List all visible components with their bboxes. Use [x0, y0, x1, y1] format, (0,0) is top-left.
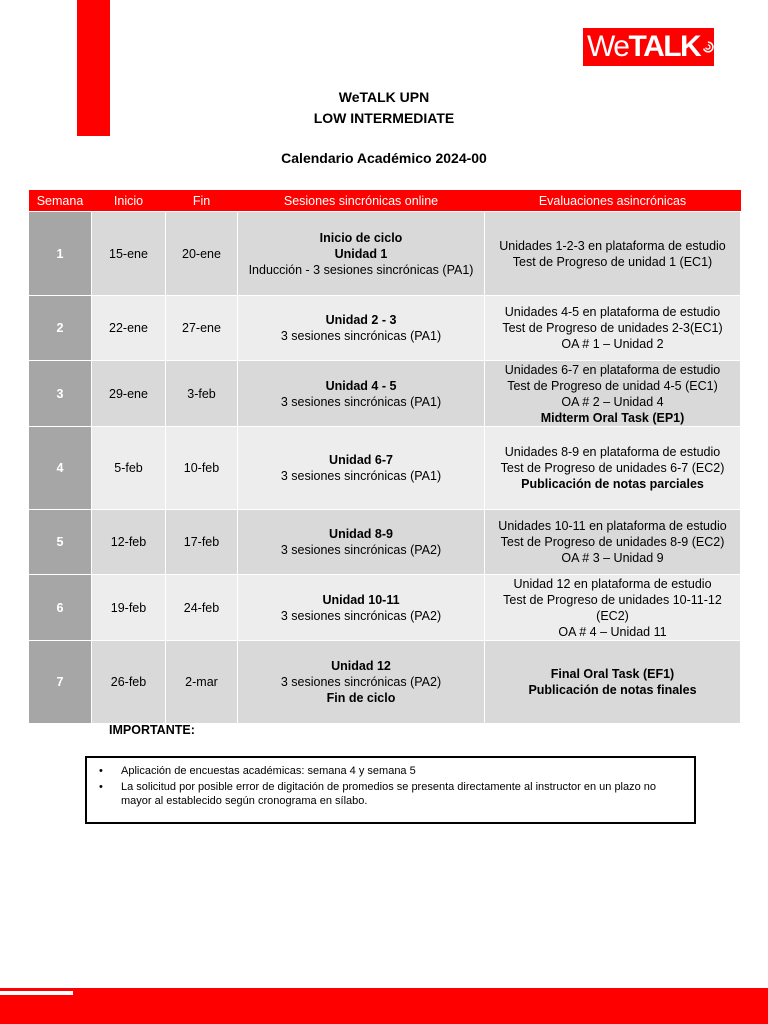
- sessions-cell: [238, 575, 485, 641]
- evaluations-cell: [485, 510, 741, 575]
- table-row: [29, 296, 741, 361]
- sessions-cell: [238, 361, 485, 427]
- start-date-cell: 5-feb: [92, 427, 166, 510]
- evaluation-line: OA # 2 – Unidad 4: [561, 394, 664, 409]
- sessions-cell: [238, 427, 485, 510]
- evaluations-cell: [485, 296, 741, 361]
- sessions-cell: [238, 641, 485, 724]
- week-number-cell: 5: [29, 510, 92, 575]
- evaluation-line: Test de Progreso de unidad 4-5 (EC1): [507, 378, 718, 393]
- week-number-cell: 1: [29, 212, 92, 296]
- session-line: 3 sesiones sincrónicas (PA2): [280, 543, 442, 557]
- end-date-cell: 20-ene: [166, 212, 238, 296]
- session-line: Unidad 6-7: [329, 453, 393, 467]
- important-notes-box: [85, 756, 696, 824]
- doc-title-line1: WeTALK UPN: [338, 89, 430, 105]
- bottom-red-bar: [0, 988, 768, 1024]
- session-line: Unidad 1: [334, 246, 388, 261]
- evaluation-line: Test de Progreso de unidades 6-7 (EC2): [500, 461, 725, 475]
- calendar-title: Calendario Académico 2024-00: [281, 150, 487, 166]
- bottom-white-stripe: [0, 991, 73, 995]
- note-item: • La solicitud por posible error de digitación de promedios se presenta directamente al instructor en un plazo no mayor al establecido según cronograma en sílabo.: [99, 780, 684, 808]
- week-number-cell: 3: [29, 361, 92, 427]
- evaluations-cell: [485, 575, 741, 641]
- evaluation-line: Unidades 4-5 en plataforma de estudio: [504, 305, 721, 319]
- session-line: 3 sesiones sincrónicas (PA2): [280, 675, 442, 689]
- header-inicio: Inicio: [92, 190, 166, 212]
- table-row: [29, 510, 741, 575]
- week-number-cell: 4: [29, 427, 92, 510]
- evaluation-line: Unidades 10-11 en plataforma de estudio: [498, 519, 727, 533]
- session-line: 3 sesiones sincrónicas (PA1): [280, 394, 442, 409]
- start-date-cell: 22-ene: [92, 296, 166, 361]
- header-sesiones: Sesiones sincrónicas online: [238, 190, 485, 212]
- evaluation-line: Test de Progreso de unidades 2-3(EC1): [502, 321, 723, 335]
- sessions-cell: [238, 510, 485, 575]
- evaluation-line: Midterm Oral Task (EP1): [540, 410, 685, 425]
- end-date-cell: 3-feb: [166, 361, 238, 427]
- end-date-cell: 27-ene: [166, 296, 238, 361]
- evaluation-line: Publicación de notas parciales: [521, 477, 704, 491]
- start-date-cell: 29-ene: [92, 361, 166, 427]
- evaluation-line: OA # 3 – Unidad 9: [561, 551, 664, 565]
- end-date-cell: 10-feb: [166, 427, 238, 510]
- evaluation-line: OA # 4 – Unidad 11: [558, 624, 667, 639]
- end-date-cell: 24-feb: [166, 575, 238, 641]
- evaluations-cell: [485, 427, 741, 510]
- evaluation-line: Unidad 12 en plataforma de estudio: [513, 576, 712, 591]
- session-line: Unidad 2 - 3: [325, 313, 397, 327]
- table-header-row: [29, 190, 741, 212]
- sessions-cell: [238, 296, 485, 361]
- session-line: Unidad 4 - 5: [325, 378, 397, 393]
- evaluations-cell: [485, 641, 741, 724]
- evaluation-line: Test de Progreso de unidades 10-11-12 (EC2): [503, 592, 722, 623]
- table-row: [29, 361, 741, 427]
- session-line: Inicio de ciclo: [319, 230, 403, 245]
- logo-swirl-icon: [702, 36, 714, 58]
- academic-calendar-table: [28, 190, 741, 724]
- wetalk-logo: [583, 28, 714, 66]
- session-line: Inducción - 3 sesiones sincrónicas (PA1): [248, 262, 474, 277]
- week-number-cell: 2: [29, 296, 92, 361]
- session-line: 3 sesiones sincrónicas (PA1): [280, 469, 442, 483]
- session-line: Unidad 10-11: [322, 592, 400, 607]
- evaluation-line: OA # 1 – Unidad 2: [561, 337, 664, 351]
- evaluation-line: Final Oral Task (EF1): [550, 667, 675, 681]
- start-date-cell: 15-ene: [92, 212, 166, 296]
- logo-text: WeTALK: [587, 30, 701, 63]
- session-line: 3 sesiones sincrónicas (PA1): [280, 329, 442, 343]
- table-row: [29, 212, 741, 296]
- note-item: • Aplicación de encuestas académicas: semana 4 y semana 5: [99, 764, 684, 778]
- doc-title-line2: LOW INTERMEDIATE: [313, 110, 455, 126]
- start-date-cell: 26-feb: [92, 641, 166, 724]
- evaluation-line: Unidades 1-2-3 en plataforma de estudio: [499, 238, 726, 253]
- table-row: [29, 641, 741, 724]
- importante-label: IMPORTANTE:: [109, 723, 195, 737]
- evaluation-line: Unidades 8-9 en plataforma de estudio: [504, 445, 721, 459]
- session-line: Fin de ciclo: [326, 691, 396, 705]
- start-date-cell: 12-feb: [92, 510, 166, 575]
- evaluation-line: Publicación de notas finales: [528, 683, 697, 697]
- end-date-cell: 2-mar: [166, 641, 238, 724]
- week-number-cell: 6: [29, 575, 92, 641]
- header-fin: Fin: [166, 190, 238, 212]
- end-date-cell: 17-feb: [166, 510, 238, 575]
- session-line: 3 sesiones sincrónicas (PA2): [280, 608, 442, 623]
- header-evaluaciones: Evaluaciones asincrónicas: [485, 190, 741, 212]
- evaluations-cell: [485, 361, 741, 427]
- table-row: [29, 427, 741, 510]
- session-line: Unidad 8-9: [329, 527, 393, 541]
- table-row: [29, 575, 741, 641]
- evaluation-line: Unidades 6-7 en plataforma de estudio: [504, 362, 721, 377]
- start-date-cell: 19-feb: [92, 575, 166, 641]
- evaluation-line: Test de Progreso de unidad 1 (EC1): [512, 254, 713, 269]
- week-number-cell: 7: [29, 641, 92, 724]
- session-line: Unidad 12: [331, 659, 391, 673]
- evaluation-line: Test de Progreso de unidades 8-9 (EC2): [500, 535, 725, 549]
- evaluations-cell: [485, 212, 741, 296]
- header-semana: Semana: [29, 190, 92, 212]
- sessions-cell: [238, 212, 485, 296]
